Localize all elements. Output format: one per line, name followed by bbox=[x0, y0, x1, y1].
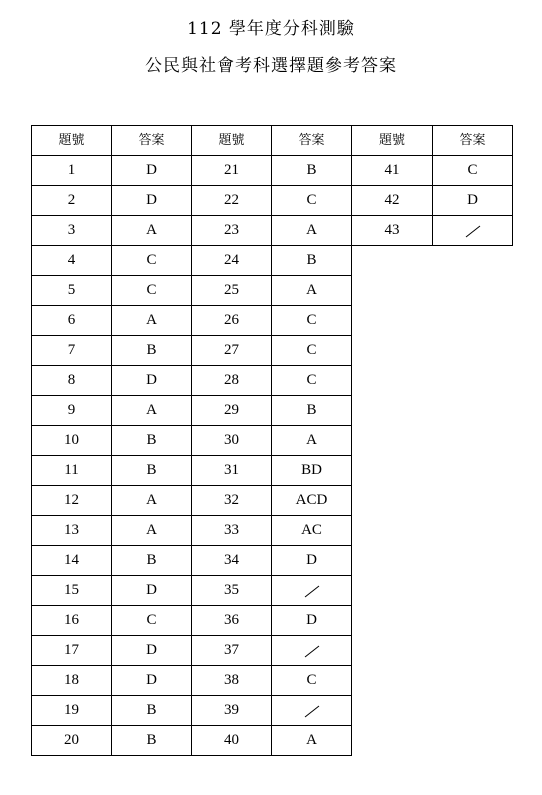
question-number-cell: 41 bbox=[352, 156, 433, 186]
answer-cell: B bbox=[112, 456, 192, 486]
question-number-cell: 32 bbox=[192, 486, 272, 516]
question-number-cell: 24 bbox=[192, 246, 272, 276]
question-number-cell: 18 bbox=[32, 666, 112, 696]
answer-cell: B bbox=[112, 336, 192, 366]
answer-cell: A bbox=[112, 306, 192, 336]
table-row bbox=[32, 516, 352, 546]
question-number-cell: 33 bbox=[192, 516, 272, 546]
table-row bbox=[32, 456, 352, 486]
question-number-cell: 3 bbox=[32, 216, 112, 246]
question-number-cell: 27 bbox=[192, 336, 272, 366]
table-row bbox=[352, 156, 513, 186]
question-number-cell: 22 bbox=[192, 186, 272, 216]
question-number-cell: 14 bbox=[32, 546, 112, 576]
table-row bbox=[32, 606, 352, 636]
question-number-cell: 28 bbox=[192, 366, 272, 396]
question-number-cell: 34 bbox=[192, 546, 272, 576]
table-row bbox=[32, 276, 352, 306]
answer-cell: AC bbox=[272, 516, 352, 546]
question-number-cell: 9 bbox=[32, 396, 112, 426]
answer-cell: A bbox=[272, 726, 352, 756]
table-row bbox=[32, 426, 352, 456]
answer-cell: D bbox=[112, 636, 192, 666]
table-row bbox=[32, 696, 352, 726]
answer-cell: A bbox=[112, 516, 192, 546]
question-number-cell: 1 bbox=[32, 156, 112, 186]
answer-cell: C bbox=[112, 246, 192, 276]
answer-cell: C bbox=[272, 306, 352, 336]
question-number-cell: 38 bbox=[192, 666, 272, 696]
answer-cell: A bbox=[272, 216, 352, 246]
question-number-cell: 11 bbox=[32, 456, 112, 486]
slash-icon bbox=[302, 703, 322, 719]
table-row bbox=[32, 396, 352, 426]
question-number-cell: 26 bbox=[192, 306, 272, 336]
table-row bbox=[32, 486, 352, 516]
answer-table-main bbox=[31, 125, 352, 756]
slash-icon bbox=[302, 583, 322, 599]
table-row bbox=[352, 216, 513, 246]
question-number-cell: 15 bbox=[32, 576, 112, 606]
question-number-cell: 16 bbox=[32, 606, 112, 636]
answer-cell: A bbox=[272, 276, 352, 306]
answer-cell: D bbox=[433, 186, 513, 216]
header-question-number: 題號 bbox=[192, 126, 272, 156]
header-question-number: 題號 bbox=[352, 126, 433, 156]
answer-cell: C bbox=[272, 366, 352, 396]
table-row bbox=[32, 186, 352, 216]
answer-cell: D bbox=[272, 606, 352, 636]
answer-cell: A bbox=[112, 216, 192, 246]
answer-cell: B bbox=[112, 726, 192, 756]
answer-table-extra bbox=[351, 125, 513, 246]
question-number-cell: 40 bbox=[192, 726, 272, 756]
answer-cell: B bbox=[272, 396, 352, 426]
page-title: 112 學年度分科測驗 bbox=[187, 19, 355, 39]
answer-cell-none bbox=[272, 696, 352, 726]
table-row bbox=[32, 726, 352, 756]
answer-cell: A bbox=[112, 396, 192, 426]
answer-cell: D bbox=[112, 366, 192, 396]
answer-cell: BD bbox=[272, 456, 352, 486]
slash-icon bbox=[302, 643, 322, 659]
answer-cell: B bbox=[112, 426, 192, 456]
table-row bbox=[32, 576, 352, 606]
question-number-cell: 39 bbox=[192, 696, 272, 726]
answer-cell: C bbox=[112, 606, 192, 636]
answer-cell: D bbox=[112, 666, 192, 696]
answer-cell: A bbox=[272, 426, 352, 456]
question-number-cell: 36 bbox=[192, 606, 272, 636]
answer-cell-none bbox=[272, 636, 352, 666]
header-answer: 答案 bbox=[112, 126, 192, 156]
table-header-row bbox=[352, 126, 513, 156]
question-number-cell: 29 bbox=[192, 396, 272, 426]
table-row bbox=[32, 636, 352, 666]
question-number-cell: 31 bbox=[192, 456, 272, 486]
answer-cell: C bbox=[272, 666, 352, 696]
answer-cell: D bbox=[112, 156, 192, 186]
answer-cell: C bbox=[272, 336, 352, 366]
answer-cell: D bbox=[112, 576, 192, 606]
question-number-cell: 21 bbox=[192, 156, 272, 186]
answer-cell: C bbox=[112, 276, 192, 306]
table-row bbox=[32, 306, 352, 336]
question-number-cell: 7 bbox=[32, 336, 112, 366]
question-number-cell: 19 bbox=[32, 696, 112, 726]
question-number-cell: 20 bbox=[32, 726, 112, 756]
header-answer: 答案 bbox=[272, 126, 352, 156]
answer-cell: B bbox=[112, 546, 192, 576]
question-number-cell: 5 bbox=[32, 276, 112, 306]
question-number-cell: 6 bbox=[32, 306, 112, 336]
question-number-cell: 12 bbox=[32, 486, 112, 516]
question-number-cell: 10 bbox=[32, 426, 112, 456]
question-number-cell: 2 bbox=[32, 186, 112, 216]
answer-cell: C bbox=[272, 186, 352, 216]
question-number-cell: 13 bbox=[32, 516, 112, 546]
answer-cell: ACD bbox=[272, 486, 352, 516]
answer-cell: D bbox=[272, 546, 352, 576]
header-question-number: 題號 bbox=[32, 126, 112, 156]
slash-icon bbox=[463, 223, 483, 239]
answer-cell: D bbox=[112, 186, 192, 216]
question-number-cell: 4 bbox=[32, 246, 112, 276]
table-row bbox=[32, 336, 352, 366]
table-row bbox=[32, 546, 352, 576]
question-number-cell: 23 bbox=[192, 216, 272, 246]
table-row bbox=[32, 216, 352, 246]
question-number-cell: 30 bbox=[192, 426, 272, 456]
question-number-cell: 37 bbox=[192, 636, 272, 666]
answer-cell: A bbox=[112, 486, 192, 516]
answer-cell-none bbox=[433, 216, 513, 246]
answer-cell-none bbox=[272, 576, 352, 606]
table-row bbox=[32, 156, 352, 186]
table-row bbox=[352, 186, 513, 216]
question-number-cell: 42 bbox=[352, 186, 433, 216]
answer-cell: C bbox=[433, 156, 513, 186]
question-number-cell: 43 bbox=[352, 216, 433, 246]
table-row bbox=[32, 246, 352, 276]
table-header-row bbox=[32, 126, 352, 156]
answer-cell: B bbox=[112, 696, 192, 726]
header-answer: 答案 bbox=[433, 126, 513, 156]
page-subtitle: 公民與社會考科選擇題參考答案 bbox=[145, 56, 397, 76]
table-row bbox=[32, 666, 352, 696]
table-row bbox=[32, 366, 352, 396]
question-number-cell: 17 bbox=[32, 636, 112, 666]
question-number-cell: 35 bbox=[192, 576, 272, 606]
answer-cell: B bbox=[272, 246, 352, 276]
question-number-cell: 25 bbox=[192, 276, 272, 306]
answer-cell: B bbox=[272, 156, 352, 186]
question-number-cell: 8 bbox=[32, 366, 112, 396]
